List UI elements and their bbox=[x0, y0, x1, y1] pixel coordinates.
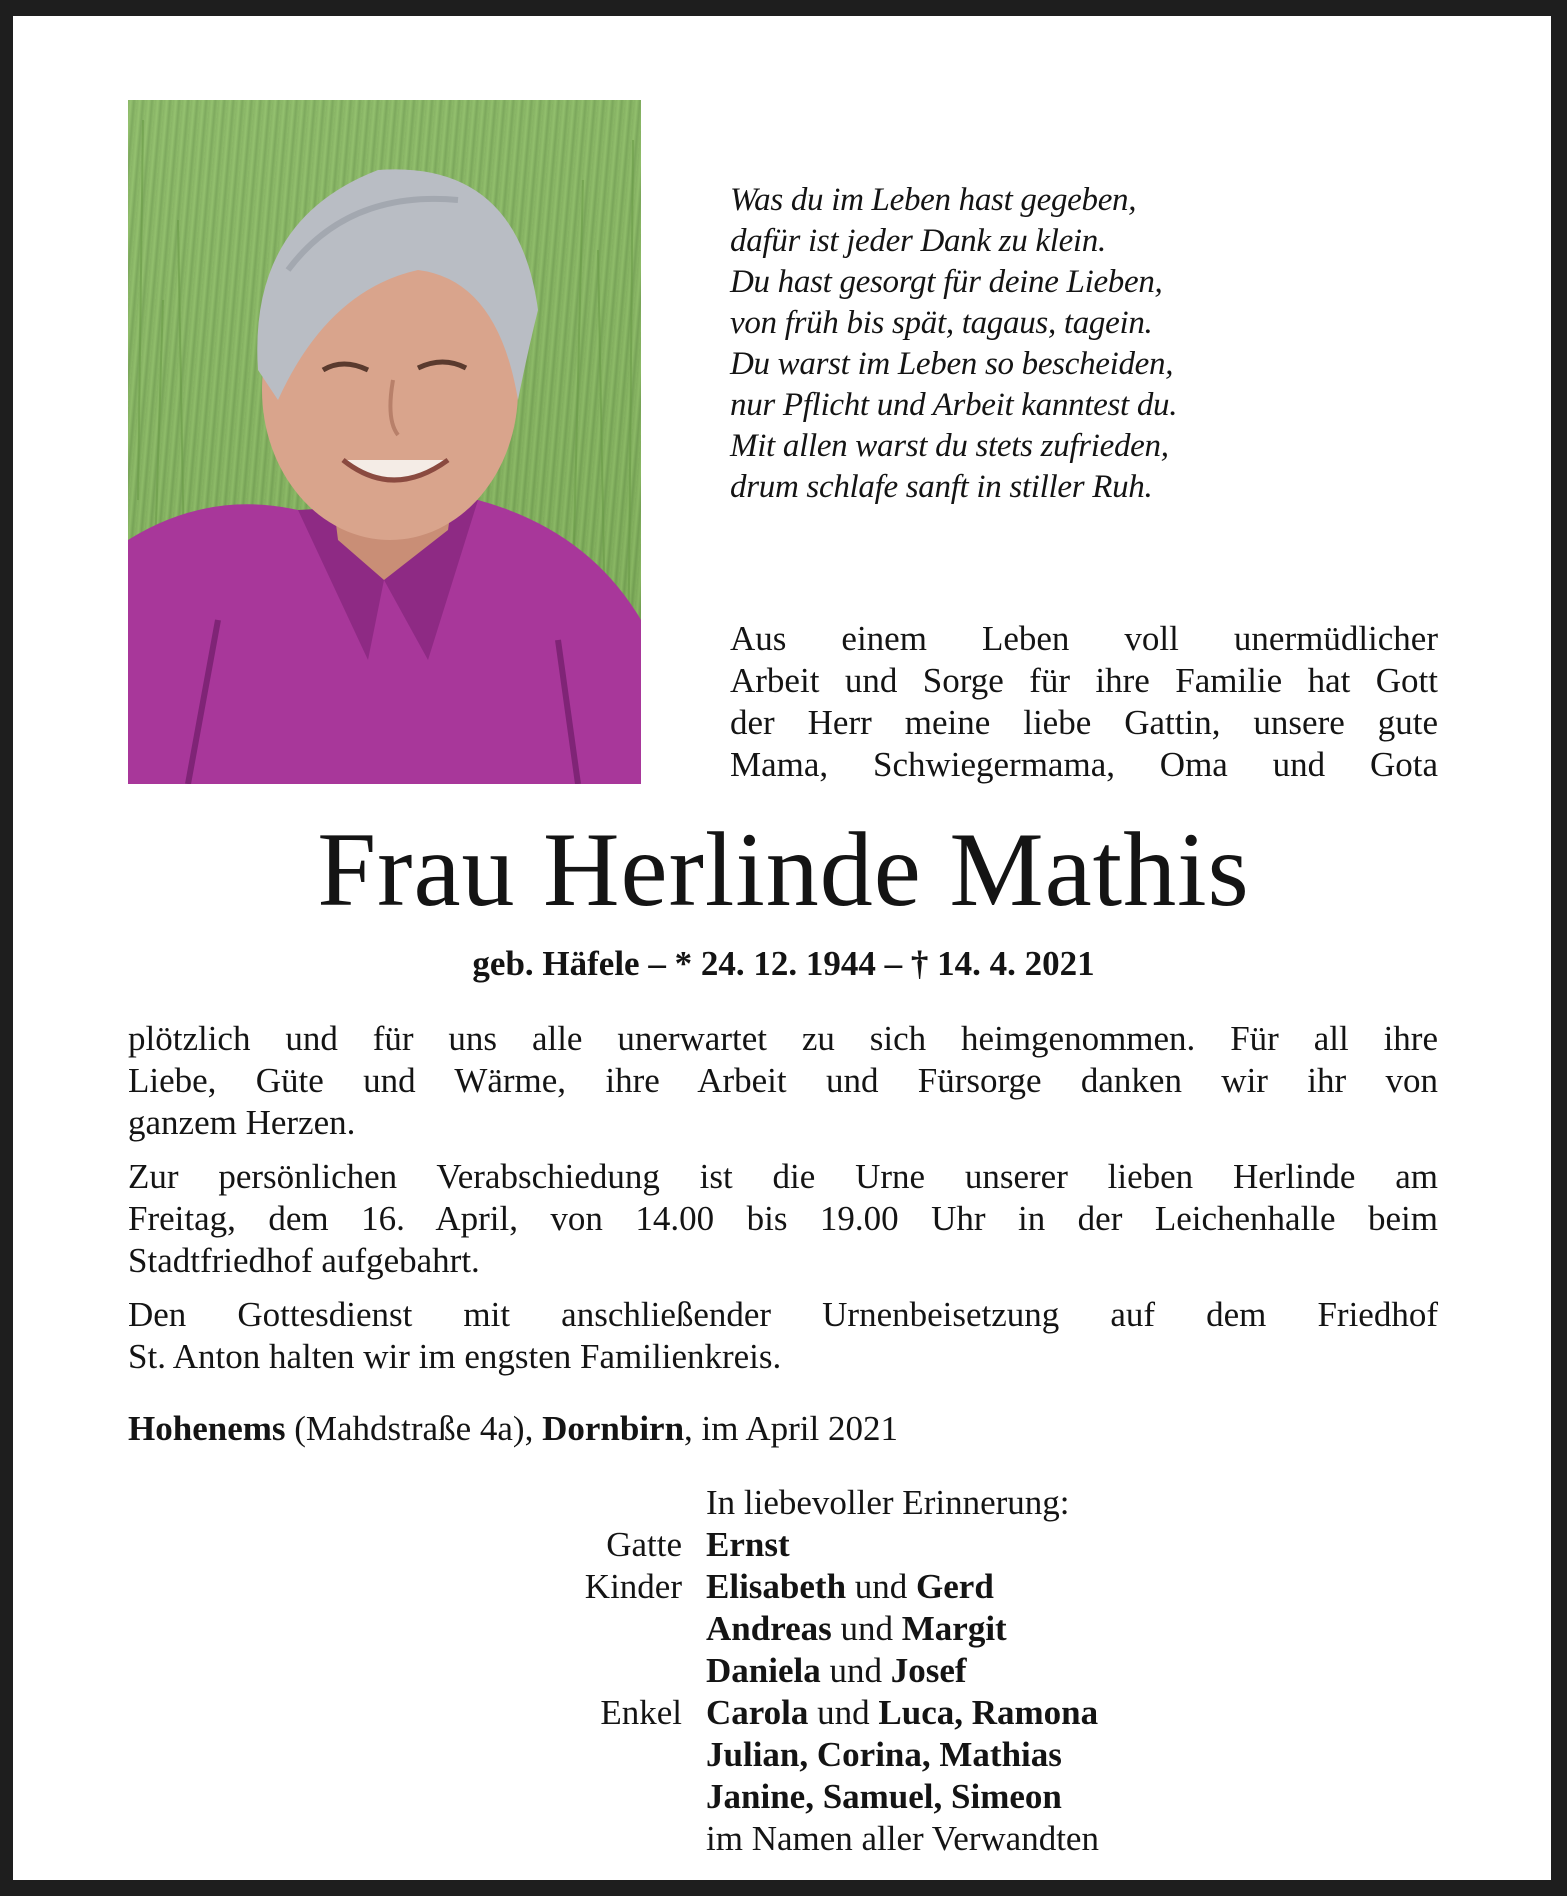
body-line: Stadtfriedhof aufgebahrt. bbox=[128, 1241, 480, 1280]
birth-death-dates: geb. Häfele – * 24. 12. 1944 – † 14. 4. 2021 bbox=[472, 944, 1095, 983]
body-line: Den Gottesdienst mit anschließender Urnenbeisetzung auf dem Friedhof bbox=[128, 1295, 1438, 1334]
deceased-name: Frau Herlinde Mathis bbox=[317, 811, 1250, 928]
intro-line: Arbeit und Sorge für ihre Familie hat Gott bbox=[730, 661, 1438, 700]
address: (Mahdstraße 4a), bbox=[285, 1409, 543, 1448]
body-text bbox=[128, 1018, 1438, 1378]
connector: und bbox=[846, 1567, 917, 1606]
body-line: plötzlich und für uns alle unerwartet zu sich heimgenommen. Für all ihre bbox=[128, 1019, 1438, 1058]
closing-line: im Namen aller Verwandten bbox=[706, 1819, 1099, 1858]
body-line: St. Anton halten wir im engsten Familienkreis. bbox=[128, 1337, 782, 1376]
role-label: Enkel bbox=[600, 1693, 682, 1732]
mourner-name: Andreas bbox=[706, 1609, 832, 1648]
mourner-name: Ernst bbox=[706, 1525, 790, 1564]
poem-line: drum schlafe sanft in stiller Ruh. bbox=[730, 469, 1153, 505]
poem-line: dafür ist jeder Dank zu klein. bbox=[730, 223, 1106, 259]
poem-line: von früh bis spät, tagaus, tagein. bbox=[730, 305, 1153, 341]
poem-line: Du warst im Leben so bescheiden, bbox=[730, 346, 1174, 382]
intro-line: Aus einem Leben voll unermüdlicher bbox=[730, 619, 1438, 658]
intro-line: der Herr meine liebe Gattin, unsere gute bbox=[730, 703, 1438, 742]
role-label: Kinder bbox=[584, 1567, 682, 1606]
mourner-name: Daniela bbox=[706, 1651, 821, 1690]
place-and-date bbox=[128, 1408, 1438, 1450]
body-line: Zur persönlichen Verabschiedung ist die Urne unserer lieben Herlinde am bbox=[128, 1157, 1438, 1196]
body-line: Liebe, Güte und Wärme, ihre Arbeit und Fürsorge danken wir ihr von bbox=[128, 1061, 1438, 1100]
connector: und bbox=[820, 1651, 891, 1690]
date: , im April 2021 bbox=[684, 1409, 898, 1448]
poem-line: Was du im Leben hast gegeben, bbox=[730, 182, 1137, 218]
mourner-name: Julian, Corina, Mathias bbox=[706, 1735, 1062, 1774]
poem-line: Mit allen warst du stets zufrieden, bbox=[730, 428, 1169, 464]
mourner-name: Margit bbox=[901, 1609, 1007, 1648]
body-line: ganzem Herzen. bbox=[128, 1103, 356, 1142]
connector: und bbox=[808, 1693, 879, 1732]
mourner-name: Elisabeth bbox=[706, 1567, 847, 1606]
poem bbox=[730, 180, 1380, 508]
poem-line: nur Pflicht und Arbeit kanntest du. bbox=[730, 387, 1178, 423]
mourners-heading: In liebevoller Erinnerung: bbox=[706, 1483, 1070, 1522]
mourners-list bbox=[540, 1482, 1360, 1860]
intro-line: Mama, Schwiegermama, Oma und Gota bbox=[730, 745, 1438, 784]
intro-paragraph bbox=[730, 618, 1438, 786]
poem-line: Du hast gesorgt für deine Lieben, bbox=[730, 264, 1163, 300]
town-dornbirn: Dornbirn bbox=[542, 1409, 685, 1448]
mourner-name: Carola bbox=[706, 1693, 809, 1732]
connector: und bbox=[831, 1609, 902, 1648]
portrait-illustration bbox=[128, 100, 641, 784]
body-line: Freitag, dem 16. April, von 14.00 bis 19.00 Uhr in der Leichenhalle beim bbox=[128, 1199, 1438, 1238]
mourner-name: Josef bbox=[890, 1651, 967, 1690]
mourner-name: Janine, Samuel, Simeon bbox=[706, 1777, 1062, 1816]
mourner-name: Luca, Ramona bbox=[878, 1693, 1099, 1732]
mourner-name: Gerd bbox=[916, 1567, 994, 1606]
portrait-photo bbox=[128, 100, 641, 784]
town-hohenems: Hohenems bbox=[128, 1409, 286, 1448]
role-label: Gatte bbox=[606, 1525, 682, 1564]
